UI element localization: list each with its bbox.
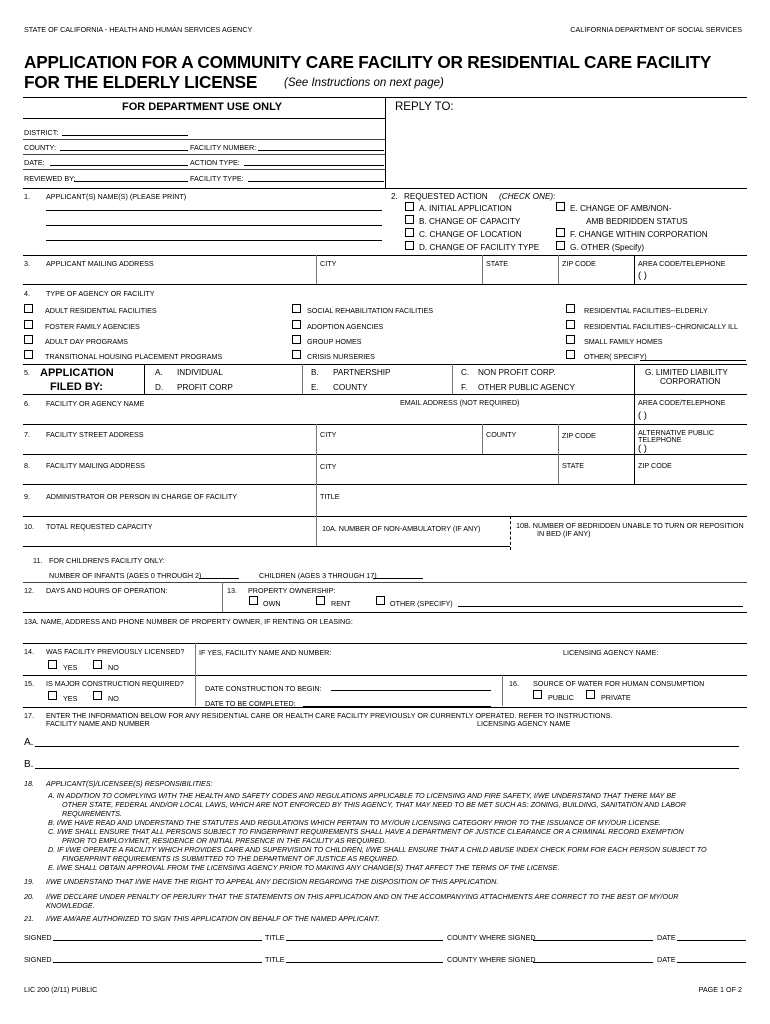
checkbox-change-location[interactable] [405,228,414,237]
s17-col1: FACILITY NAME AND NUMBER [46,719,150,728]
checkbox-licensed-yes[interactable] [48,660,57,669]
s18-line-a2: OTHER STATE, FEDERAL AND/OR LOCAL LAWS, WHICH ARE NOT ENFORCED BY THIS AGENCY, THAT MAY NEED TO BE MET SUCH AS: ZONING, BUILDING, SANITATION AND LABOR [62,800,686,809]
s15-no: NO [108,694,119,703]
s3-phone-paren[interactable]: ( ) [638,270,647,281]
s8-state: STATE [562,461,585,470]
filed-by-other-public[interactable]: OTHER PUBLIC AGENCY [478,383,575,392]
checkbox-water-private[interactable] [586,690,595,699]
type-social-rehab: SOCIAL REHABILITATION FACILITIES [307,306,434,315]
s6-num: 6. [24,399,30,408]
checkbox-licensed-no[interactable] [93,660,102,669]
s8-num: 8. [24,461,30,470]
agency-left: STATE OF CALIFORNIA - HEALTH AND HUMAN SERVICES AGENCY [24,25,253,34]
facility-type-label: FACILITY TYPE: [190,174,244,183]
s7-alt-phone-2: TELEPHONE [638,435,682,444]
option-b: B. CHANGE OF CAPACITY [419,217,521,226]
s2-label-note: (CHECK ONE): [499,192,556,201]
s11-label: FOR CHILDREN'S FACILITY ONLY: [49,556,165,565]
type-adult-day: ADULT DAY PROGRAMS [45,337,128,346]
s8-zip: ZIP CODE [638,461,672,470]
checkbox-adult-residential[interactable] [24,304,33,313]
s11-children: CHILDREN (AGES 3 THROUGH 17) [259,571,377,580]
s4-label: TYPE OF AGENCY OR FACILITY [46,289,155,298]
s3-phone: AREA CODE/TELEPHONE [638,259,726,268]
checkbox-initial-application[interactable] [405,202,414,211]
prior-facility-a-field[interactable] [35,746,739,747]
s12-label: DAYS AND HOURS OF OPERATION: [46,586,168,595]
signed-label-2: SIGNED [24,955,52,964]
s10b-label: 10B. NUMBER OF BEDRIDDEN UNABLE TO TURN OR REPOSITION [516,521,744,530]
checkbox-crisis-nurseries[interactable] [292,350,301,359]
title-field-2[interactable] [286,962,443,963]
s3-city: CITY [320,259,337,268]
district-field[interactable] [62,135,188,136]
checkbox-adult-day[interactable] [24,335,33,344]
action-type-field[interactable] [244,165,384,166]
title-label-2: TITLE [265,955,285,964]
s10-label: TOTAL REQUESTED CAPACITY [46,522,153,531]
filed-by-county[interactable]: COUNTY [333,383,368,392]
s14-no: NO [108,663,119,672]
checkbox-change-corporation[interactable] [556,228,565,237]
s7-phone-paren[interactable]: ( ) [638,443,647,454]
checkbox-other[interactable] [556,241,565,250]
type-crisis-nurseries: CRISIS NURSERIES [307,352,375,361]
checkbox-chronically-ill[interactable] [566,320,575,329]
date-field[interactable] [50,165,188,166]
s5-num: 5. [24,368,30,377]
s9-title: TITLE [320,492,340,501]
s17-a: A. [24,737,34,748]
s11-infants: NUMBER OF INFANTS (AGES 0 THROUGH 2) [49,571,202,580]
option-c: C. CHANGE OF LOCATION [419,230,522,239]
title-field-1[interactable] [286,940,443,941]
s13-num: 13. [227,586,237,595]
date-field-2[interactable] [677,962,746,963]
s14-yes: YES [63,663,78,672]
s15-num: 15. [24,679,34,688]
option-e-cont: AMB BEDRIDDEN STATUS [586,217,688,226]
other-type-field[interactable] [640,360,746,361]
checkbox-construction-no[interactable] [93,691,102,700]
s1-label: APPLICANT(S) NAME(S) (PLEASE PRINT) [46,192,187,201]
type-foster-family: FOSTER FAMILY AGENCIES [45,322,140,331]
option-f: F. CHANGE WITHIN CORPORATION [570,230,708,239]
type-chronically-ill: RESIDENTIAL FACILITIES--CHRONICALLY ILL [584,322,739,331]
s13-label: PROPERTY OWNERSHIP: [248,586,336,595]
other-ownership-field[interactable] [458,606,743,607]
s7-alt-phone: ALTERNATIVE PUBLIC [638,428,715,437]
action-type-label: ACTION TYPE: [190,158,240,167]
s18-line-e: E. I/WE SHALL OBTAIN APPROVAL FROM THE LICENSING AGENCY PRIOR TO MAKING ANY CHANGE(S) THAT AFFECT THE TERMS OF THE LICENSE. [48,863,560,872]
s14-num: 14. [24,647,34,656]
s6-email: EMAIL ADDRESS (NOT REQUIRED) [400,398,520,407]
type-rcfe: RESIDENTIAL FACILITIES--ELDERLY [584,306,708,315]
s18-line-a3: REQUIREMENTS. [62,809,122,818]
s15-begin: DATE CONSTRUCTION TO BEGIN: [205,684,322,693]
checkbox-own[interactable] [249,596,258,605]
checkbox-construction-yes[interactable] [48,691,57,700]
s18-line-a: A. IN ADDITION TO COMPLYING WITH THE HEALTH AND SAFETY CODES AND REGULATIONS APPLICABLE TO LICENSING AND FIRE SAFETY, I/WE UNDERSTAND THAT THERE MAY BE [48,791,676,800]
s5-d-letter: D. [155,383,164,392]
s16-public: PUBLIC [548,693,574,702]
s18-line-d2: FINGERPRINT REQUIREMENTS IS SUBMITTED TO THE DEPARTMENT OF JUSTICE AS REQUIRED. [62,854,400,863]
date-label-1: DATE [657,933,676,942]
checkbox-small-family[interactable] [566,335,575,344]
filed-by-profit-corp[interactable]: PROFIT CORP [177,383,233,392]
s5-a-letter: A. [155,368,163,377]
s3-zip: ZIP CODE [562,259,596,268]
reply-to-label: REPLY TO: [395,101,454,113]
s5-c-letter: C. [461,368,470,377]
option-g: G. OTHER (Specify) [570,243,645,252]
applicant-name-line-1[interactable] [46,210,382,211]
s9-label: ADMINISTRATOR OR PERSON IN CHARGE OF FACILITY [46,492,238,501]
date-label: DATE: [24,158,45,167]
county-label: COUNTY: [24,143,56,152]
type-transitional-housing: TRANSITIONAL HOUSING PLACEMENT PROGRAMS [45,352,223,361]
checkbox-social-rehab[interactable] [292,304,301,313]
checkbox-water-public[interactable] [533,690,542,699]
filed-by-llc[interactable]: G. LIMITED LIABILITY [645,368,728,377]
s18-line-b: B. I/WE HAVE READ AND UNDERSTAND THE STATUTES AND REGULATIONS WHICH PERTAIN TO MY/OUR LICENSING CATEGORY PRIOR TO THE ISSUANCE OF MY/OUR LICENSE. [48,818,662,827]
county-field[interactable] [60,150,188,151]
s15-complete: DATE TO BE COMPLETED: [205,699,296,708]
page-number: PAGE 1 OF 2 [698,985,742,994]
s17-num: 17. [24,711,34,720]
signature-field-1[interactable] [53,940,262,941]
prior-facility-b-field[interactable] [35,768,739,769]
s10-num: 10. [24,522,34,531]
s4-num: 4. [24,289,30,298]
checkbox-rent[interactable] [316,596,325,605]
s15-label: IS MAJOR CONSTRUCTION REQUIRED? [46,679,184,688]
reviewed-by-field[interactable] [74,181,188,182]
district-label: DISTRICT: [24,128,59,137]
s7-num: 7. [24,430,30,439]
s19-text: I/WE UNDERSTAND THAT I/WE HAVE THE RIGHT TO APPEAL ANY DECISION REGARDING THE DISPOSITION OF THIS APPLICATION. [46,877,499,886]
s19-num: 19. [24,877,34,886]
checkbox-change-capacity[interactable] [405,215,414,224]
checkbox-group-homes[interactable] [292,335,301,344]
facility-type-field[interactable] [248,181,384,182]
signature-field-2[interactable] [53,962,262,963]
checkbox-other-type[interactable] [566,350,575,359]
s14-agency: LICENSING AGENCY NAME: [563,648,659,657]
s8-label: FACILITY MAILING ADDRESS [46,461,145,470]
type-other: OTHER( SPECIFY) [584,352,647,361]
s17-col2: LICENSING AGENCY NAME [477,719,571,728]
county-signed-field-2[interactable] [533,962,653,963]
s21-num: 21. [24,914,34,923]
s17-text: ENTER THE INFORMATION BELOW FOR ANY RESIDENTIAL CARE OR HEALTH CARE FACILITY PREVIOUSLY OR CURRENTLY OPERATED. REFER TO INSTRUCTIONS. [46,711,613,720]
s1-num: 1. [24,192,30,201]
applicant-name-line-3[interactable] [46,240,382,241]
s18-line-c2: PRIOR TO EMPLOYMENT, RESIDENCE OR INITIAL PRESENCE IN THE FACILITY AS REQUIRED. [62,836,387,845]
date-field-1[interactable] [677,940,746,941]
construction-begin-field[interactable] [331,690,491,691]
s7-zip: ZIP CODE [562,431,596,440]
s5-label-2: FILED BY: [50,381,103,393]
s10a-label: 10A. NUMBER OF NON-AMBULATORY (IF ANY) [322,524,481,533]
s8-city: CITY [320,462,337,471]
filed-by-individual[interactable]: INDIVIDUAL [177,368,223,377]
form-number: LIC 200 (2/11) PUBLIC [24,985,98,994]
s14-if-yes: IF YES, FACILITY NAME AND NUMBER: [199,648,332,657]
checkbox-adoption[interactable] [292,320,301,329]
s7-label: FACILITY STREET ADDRESS [46,430,144,439]
type-group-homes: GROUP HOMES [307,337,362,346]
type-small-family: SMALL FAMILY HOMES [584,337,663,346]
form-title-line1: APPLICATION FOR A COMMUNITY CARE FACILITY OR RESIDENTIAL CARE FACILITY [24,52,712,72]
infants-field[interactable] [199,578,239,579]
s3-num: 3. [24,259,30,268]
checkbox-foster-family[interactable] [24,320,33,329]
filed-by-nonprofit[interactable]: NON PROFIT CORP. [478,368,556,377]
s5-b-letter: B. [311,368,319,377]
s18-line-d: D. IF I/WE OPERATE A FACILITY WHICH PROVIDES CARE AND SUPERVISION TO CHILDREN, I/WE SHALL ENSURE THAT A CHILD ABUSE INDEX CHECK FORM FOR EACH PERSON SUBJECT TO [48,845,707,854]
s13-own: OWN [263,599,281,608]
date-label-2: DATE [657,955,676,964]
type-adoption: ADOPTION AGENCIES [307,322,384,331]
reviewed-by-label: REVIEWED BY: [24,174,76,183]
county-signed-field-1[interactable] [533,940,653,941]
s5-e-letter: E. [311,383,319,392]
applicant-name-line-2[interactable] [46,225,382,226]
s16-label: SOURCE OF WATER FOR HUMAN CONSUMPTION [533,679,705,688]
facility-number-label: FACILITY NUMBER: [190,143,257,152]
s15-yes: YES [63,694,78,703]
s12-num: 12. [24,586,34,595]
form-title-line2: FOR THE ELDERLY LICENSE [24,72,258,92]
type-adult-residential: ADULT RESIDENTIAL FACILITIES [45,306,157,315]
s7-city: CITY [320,430,337,439]
s20-line2: KNOWLEDGE. [46,901,95,910]
s5-label-1: APPLICATION [40,367,114,379]
s18-line-c: C. I/WE SHALL ENSURE THAT ALL PERSONS SUBJECT TO FINGERPRINT REQUIREMENTS SHALL HAVE A DEPARTMENT OF JUSTICE CLEARANCE OR A CRIMINAL RECORD EXEMPTION [48,827,684,836]
s13-rent: RENT [331,599,351,608]
instructions-note: (See Instructions on next page) [284,77,444,89]
checkbox-change-amb-status[interactable] [556,202,565,211]
s17-b: B. [24,759,34,770]
checkbox-other-ownership[interactable] [376,596,385,605]
checkbox-rcfe[interactable] [566,304,575,313]
filed-by-llc-cont: CORPORATION [660,377,721,386]
s2-label: REQUESTED ACTION [404,192,488,201]
dept-use-heading: FOR DEPARTMENT USE ONLY [122,101,283,113]
s11-num: 11. [33,556,43,565]
s6-phone: AREA CODE/TELEPHONE [638,398,726,407]
s18-label: APPLICANT(S)/LICENSEE(S) RESPONSIBILITIES: [46,779,213,788]
s6-label: FACILITY OR AGENCY NAME [46,399,145,408]
s2-num: 2. [391,192,398,201]
s3-label: APPLICANT MAILING ADDRESS [46,259,154,268]
s13a-label: 13A. NAME, ADDRESS AND PHONE NUMBER OF PROPERTY OWNER, IF RENTING OR LEASING: [24,617,353,626]
agency-right: CALIFORNIA DEPARTMENT OF SOCIAL SERVICES [570,25,742,34]
facility-number-field[interactable] [258,150,384,151]
county-signed-label-2: COUNTY WHERE SIGNED [447,955,536,964]
option-a: A. INITIAL APPLICATION [419,204,512,213]
s3-state: STATE [486,259,509,268]
s5-f-letter: F. [461,383,468,392]
s20-line1: I/WE DECLARE UNDER PENALTY OF PERJURY THAT THE STATEMENTS ON THIS APPLICATION AND ON THE ACCOMPANYING ATTACHMENTS ARE CORRECT TO THE BEST OF MY/OUR [46,892,679,901]
option-d: D. CHANGE OF FACILITY TYPE [419,243,540,252]
s21-text: I/WE AM/ARE AUTHORIZED TO SIGN THIS APPLICATION ON BEHALF OF THE NAMED APPLICANT. [46,914,380,923]
s7-county: COUNTY [486,430,517,439]
s9-num: 9. [24,492,30,501]
s6-phone-paren[interactable]: ( ) [638,410,647,421]
county-signed-label-1: COUNTY WHERE SIGNED [447,933,536,942]
checkbox-transitional-housing[interactable] [24,350,33,359]
s20-num: 20. [24,892,34,901]
s18-num: 18. [24,779,34,788]
s14-label: WAS FACILITY PREVIOUSLY LICENSED? [46,647,185,656]
s10b-label-2: IN BED (IF ANY) [537,529,591,538]
s13-other: OTHER (SPECIFY) [390,599,453,608]
checkbox-change-facility-type[interactable] [405,241,414,250]
children-field[interactable] [373,578,423,579]
option-e: E. CHANGE OF AMB/NON- [570,204,672,213]
signed-label-1: SIGNED [24,933,52,942]
s16-private: PRIVATE [601,693,631,702]
title-label-1: TITLE [265,933,285,942]
s16-num: 16. [509,679,519,688]
filed-by-partnership[interactable]: PARTNERSHIP [333,368,391,377]
